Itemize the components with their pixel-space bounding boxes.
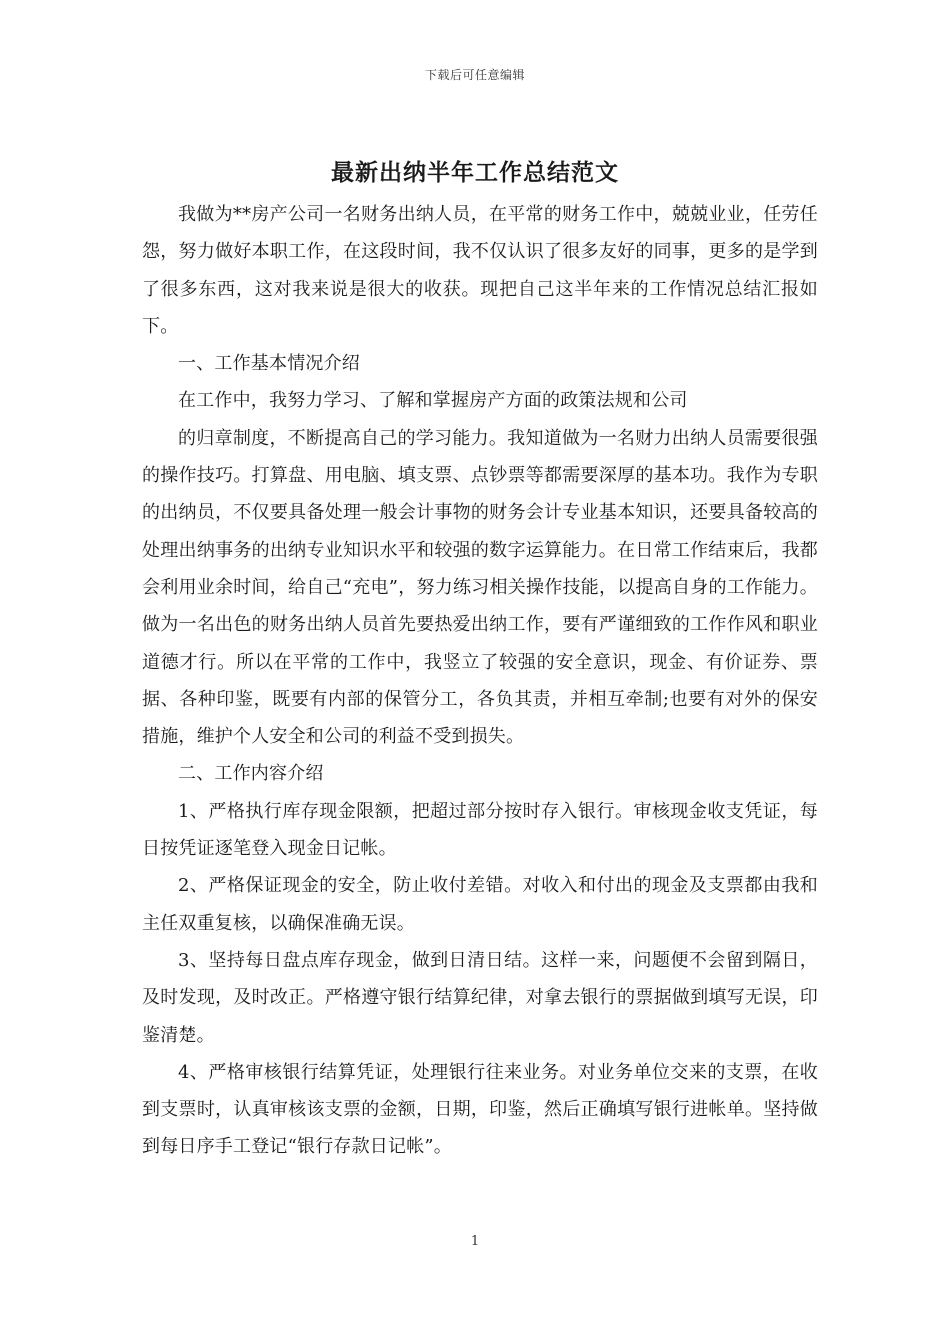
list-item: 4、严格审核银行结算凭证，处理银行往来业务。对业务单位交来的支票，在收到支票时，认真审核该支票的金额，日期，印鉴，然后正确填写银行进帐单。坚持做到每日序手工登记“银行存款日记帐”。 [142, 1061, 818, 1158]
paragraph: 在工作中，我努力学习、了解和掌握房产方面的政策法规和公司 [178, 390, 688, 412]
section-heading-2: 二、工作内容介绍 [178, 763, 324, 785]
header-note: 下载后可任意编辑 [424, 68, 525, 82]
document-title: 最新出纳半年工作总结范文 [331, 159, 619, 186]
section-heading-1: 一、工作基本情况介绍 [178, 353, 360, 375]
list-item: 2、严格保证现金的安全，防止收付差错。对收入和付出的现金及支票都由我和主任双重复核，以确保准确无误。 [142, 875, 818, 934]
document-body [142, 196, 818, 1166]
paragraph-intro: 我做为**房产公司一名财务出纳人员，在平常的财务工作中，兢兢业业，任劳任怨，努力做好本职工作，在这段时间，我不仅认识了很多友好的同事，更多的是学到了很多东西，这对我来说是很大的收获。现把自己这半年来的工作情况总结汇报如下。 [142, 204, 818, 337]
page-number: 1 [470, 1234, 480, 1249]
list-item: 1、严格执行库存现金限额，把超过部分按时存入银行。审核现金收支凭证，每日按凭证逐笔登入现金日记帐。 [142, 800, 818, 860]
list-item: 3、坚持每日盘点库存现金，做到日清日结。这样一来，问题便不会留到隔日，及时发现，及时改正。严格遵守银行结算纪律，对拿去银行的票据做到填写无误，印鉴清楚。 [142, 949, 818, 1046]
paragraph: 的归章制度，不断提高自己的学习能力。我知道做为一名财力出纳人员需要很强的操作技巧。打算盘、用电脑、填支票、点钞票等都需要深厚的基本功。我作为专职的出纳员，不仅要具备处理一般会计事物的财务会计专业基本知识，还要具备较高的处理出纳事务的出纳专业知识水平和较强的数字运算能力。在日常工作结束后，我都会利用业余时间，给自己“充电”，努力练习相关操作技能，以提高自身的工作能力。做为一名出色的财务出纳人员首先要热爱出纳工作，要有严谨细致的工作作风和职业道德才行。所以在平常的工作中，我竖立了较强的安全意识，现金、有价证券、票据、各种印鉴，既要有内部的保管分工，各负其责，并相互牵制;也要有对外的保安措施，维护个人安全和公司的利益不受到损失。 [142, 427, 818, 748]
